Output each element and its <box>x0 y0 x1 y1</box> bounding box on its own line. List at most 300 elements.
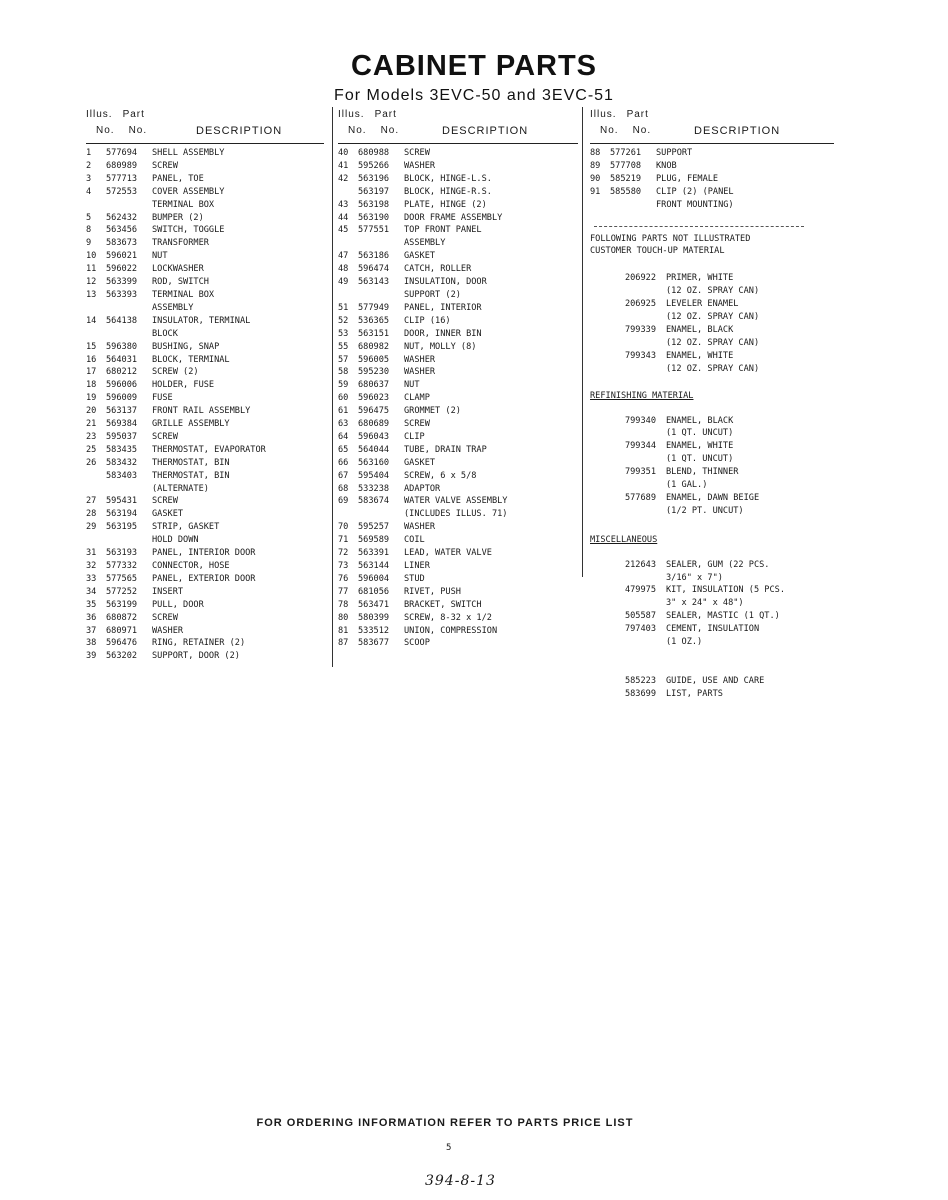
part-description: BLOCK, TERMINAL <box>152 354 230 365</box>
part-number: 564044 <box>358 444 390 455</box>
part-description: WASHER <box>404 522 436 533</box>
list-item <box>590 324 834 337</box>
table-row <box>86 302 324 315</box>
illus-number: 31 <box>86 548 97 559</box>
table-row <box>338 160 578 173</box>
part-number: 580399 <box>358 612 390 623</box>
table-row <box>86 470 324 483</box>
illus-number: 52 <box>338 315 349 326</box>
part-number: 563186 <box>358 251 390 262</box>
table-row <box>590 173 834 186</box>
part-number: 595230 <box>358 367 390 378</box>
illus-number: 1 <box>86 148 92 158</box>
illus-number: 2 <box>86 160 92 171</box>
part-number: 680982 <box>358 341 390 352</box>
part-number: 505587 <box>624 611 656 622</box>
part-number: 577332 <box>106 561 138 571</box>
illus-number: 37 <box>86 625 97 636</box>
part-number: 569589 <box>358 535 390 546</box>
illus-number: 8 <box>86 225 92 236</box>
illus-number: 20 <box>86 406 97 417</box>
page-subtitle: For Models 3EVC-50 and 3EVC-51 <box>334 87 614 104</box>
part-description: SCREW, 8-32 x 1/2 <box>404 612 492 623</box>
part-number: 563198 <box>358 199 390 210</box>
illus-label: Illus. <box>338 109 365 120</box>
part-number: 563143 <box>358 277 390 288</box>
part-description: GROMMET (2) <box>404 406 461 417</box>
illus-number: 57 <box>338 354 349 365</box>
illus-number: 42 <box>338 173 349 184</box>
illus-label: Illus. <box>590 109 617 120</box>
illus-number: 67 <box>338 470 349 481</box>
part-number: 680689 <box>358 419 390 430</box>
table-row <box>338 276 578 289</box>
part-number: 797403 <box>624 624 656 635</box>
table-row <box>338 521 578 534</box>
part-description: SEALER, GUM (22 PCS. <box>666 559 770 570</box>
illus-number: 78 <box>338 599 349 610</box>
part-description: GUIDE, USE AND CARE <box>666 676 765 686</box>
list-item <box>590 610 834 623</box>
part-number: 563202 <box>106 651 138 662</box>
table-row <box>338 508 578 521</box>
table-row <box>86 508 324 521</box>
table-row <box>86 341 324 354</box>
part-description: GASKET <box>152 509 184 520</box>
part-number: 585223 <box>624 676 656 686</box>
part-number: 596009 <box>106 393 138 404</box>
part-number: 583435 <box>106 444 138 455</box>
part-number: 596005 <box>358 354 390 365</box>
miscellaneous-heading: MISCELLANEOUS <box>590 534 658 545</box>
part-description: SCREW <box>152 431 178 442</box>
list-item <box>590 505 834 518</box>
table-row <box>338 173 578 186</box>
table-row <box>86 650 324 663</box>
illus-number: 4 <box>86 186 92 197</box>
part-description: SCREW <box>152 160 178 171</box>
part-description: PLUG, FEMALE <box>656 173 719 184</box>
part-description: KNOB <box>656 160 677 171</box>
part-description: LINER <box>404 561 430 571</box>
part-description: SCREW, 6 x 5/8 <box>404 470 477 481</box>
part-number: 680637 <box>358 380 390 391</box>
table-row <box>86 534 324 547</box>
table-row <box>590 199 834 212</box>
part-description: (1 QT. UNCUT) <box>666 428 734 439</box>
part-description: INSULATION, DOOR <box>404 277 487 288</box>
table-row <box>86 379 324 392</box>
part-number: 799343 <box>624 350 656 361</box>
part-number: 564031 <box>106 354 138 365</box>
illus-number <box>86 470 106 483</box>
part-description: TUBE, DRAIN TRAP <box>404 444 487 455</box>
column-divider <box>582 107 583 577</box>
part-description: CLIP (2) (PANEL <box>656 186 734 197</box>
table-row <box>338 457 578 470</box>
illus-number: 12 <box>86 277 97 288</box>
part-description: PANEL, TOE <box>152 173 204 184</box>
part-number: 533238 <box>358 483 390 494</box>
illus-number: 73 <box>338 561 349 571</box>
part-description: SHELL ASSEMBLY <box>152 148 225 158</box>
part-number: 596006 <box>106 380 138 391</box>
illus-number: 70 <box>338 522 349 533</box>
illus-number: 61 <box>338 406 349 417</box>
part-number: 583432 <box>106 457 138 468</box>
part-number: 212643 <box>624 559 656 570</box>
illus-number: 81 <box>338 625 349 636</box>
part-number: 563393 <box>106 289 138 300</box>
illus-number: 66 <box>338 457 349 468</box>
part-label: Part <box>122 109 145 120</box>
part-description: SCREW <box>404 419 430 430</box>
part-description: CATCH, ROLLER <box>404 264 472 275</box>
table-row <box>86 199 324 212</box>
list-item <box>590 311 834 324</box>
part-description: WASHER <box>404 354 436 365</box>
table-row <box>86 186 324 199</box>
part-number: 583403 <box>106 470 138 481</box>
illus-number: 27 <box>86 496 97 507</box>
part-description: BLOCK, HINGE-L.S. <box>404 173 492 184</box>
list-item <box>590 636 834 649</box>
part-description: BLEND, THINNER <box>666 467 739 478</box>
illus-number: 11 <box>86 264 97 275</box>
table-row <box>338 444 578 457</box>
part-number: 563456 <box>106 225 138 236</box>
refinishing-heading: REFINISHING MATERIAL <box>590 390 694 401</box>
part-number <box>590 505 666 518</box>
part-number: 572553 <box>106 186 138 197</box>
part-description: 3/16" x 7") <box>666 572 723 583</box>
illus-number: 32 <box>86 561 97 571</box>
part-description: SCREW <box>152 612 178 623</box>
part-description: SUPPORT (2) <box>404 289 461 300</box>
part-number: 596021 <box>106 251 138 262</box>
part-number <box>590 453 666 466</box>
table-row <box>338 341 578 354</box>
table-row <box>86 521 324 534</box>
table-row <box>86 637 324 650</box>
part-number: 799339 <box>624 324 656 335</box>
list-item <box>590 440 834 453</box>
part-number: 563471 <box>358 599 390 610</box>
table-row <box>86 212 324 225</box>
part-description: GRILLE ASSEMBLY <box>152 419 230 430</box>
part-number: 596022 <box>106 264 138 275</box>
part-description: SWITCH, TOGGLE <box>152 225 225 236</box>
column-header <box>590 107 834 143</box>
illus-number: 88 <box>590 148 601 158</box>
illus-number: 36 <box>86 612 97 623</box>
part-description: ENAMEL, WHITE <box>666 441 734 452</box>
part-description: SCREW <box>152 496 178 507</box>
table-row <box>86 263 324 276</box>
list-item <box>590 453 834 466</box>
part-number: 596023 <box>358 393 390 404</box>
table-row <box>338 147 578 160</box>
part-number: 680872 <box>106 612 138 623</box>
part-description: NUT, MOLLY (8) <box>404 341 477 352</box>
part-number: 577261 <box>610 148 642 158</box>
touchup-list <box>590 272 834 375</box>
illus-number: 68 <box>338 483 349 494</box>
part-number <box>590 636 666 649</box>
list-item <box>590 675 834 688</box>
part-number: 596004 <box>358 573 390 584</box>
part-description: FRONT MOUNTING) <box>656 199 734 210</box>
illus-number: 3 <box>86 173 92 184</box>
table-row <box>86 457 324 470</box>
illus-number: 5 <box>86 212 92 223</box>
table-row <box>338 483 578 496</box>
illus-number: 45 <box>338 225 349 236</box>
part-number: 595404 <box>358 470 390 481</box>
part-description: ENAMEL, DAWN BEIGE <box>666 492 760 503</box>
part-description: (1/2 PT. UNCUT) <box>666 505 744 516</box>
illus-number: 91 <box>590 186 601 197</box>
ordering-info-footer: FOR ORDERING INFORMATION REFER TO PARTS PRICE LIST <box>256 1117 634 1129</box>
part-description: TRANSFORMER <box>152 238 209 249</box>
illus-number: 76 <box>338 573 349 584</box>
part-number: 562432 <box>106 212 138 223</box>
illus-label: Illus. <box>86 109 113 120</box>
part-number: 583699 <box>624 688 656 699</box>
table-row <box>338 418 578 431</box>
part-description: STUD <box>404 573 425 584</box>
page-number: 5 <box>446 1143 452 1153</box>
illus-number: 58 <box>338 367 349 378</box>
part-description: SCREW <box>404 148 430 158</box>
part-description: (INCLUDES ILLUS. 71) <box>404 509 508 520</box>
table-row <box>590 147 834 160</box>
table-row <box>86 625 324 638</box>
part-description: ASSEMBLY <box>404 238 446 249</box>
part-description: HOLD DOWN <box>152 535 199 546</box>
part-description: ENAMEL, WHITE <box>666 350 734 361</box>
touchup-heading-line1: FOLLOWING PARTS NOT ILLUSTRATED <box>590 233 751 244</box>
table-row <box>338 212 578 225</box>
illus-number: 44 <box>338 212 349 223</box>
illus-number: 38 <box>86 638 97 649</box>
table-row <box>338 186 578 199</box>
table-row <box>338 586 578 599</box>
illus-number: 33 <box>86 573 97 584</box>
part-number: 206922 <box>624 273 656 284</box>
part-number: 479975 <box>624 585 656 596</box>
table-row <box>338 354 578 367</box>
part-number: 799344 <box>624 441 656 452</box>
part-description: ENAMEL, BLACK <box>666 324 734 335</box>
part-description: (1 QT. UNCUT) <box>666 454 734 465</box>
part-description: PANEL, INTERIOR <box>404 302 482 313</box>
table-row <box>86 405 324 418</box>
illus-number: 13 <box>86 289 97 300</box>
part-description: RING, RETAINER (2) <box>152 638 246 649</box>
illus-number: 43 <box>338 199 349 210</box>
part-number: 595431 <box>106 496 138 507</box>
column-divider <box>332 107 333 667</box>
part-number: 577565 <box>106 573 138 584</box>
table-row <box>338 599 578 612</box>
table-row <box>86 250 324 263</box>
table-row <box>590 186 834 199</box>
part-description: CEMENT, INSULATION <box>666 624 760 635</box>
part-number: 680988 <box>358 148 390 158</box>
parts-column-3 <box>590 107 834 701</box>
table-row <box>86 431 324 444</box>
illus-number: 71 <box>338 535 349 546</box>
table-row <box>86 224 324 237</box>
part-number: 577252 <box>106 586 138 597</box>
part-description: BLOCK <box>152 328 178 339</box>
part-description: CONNECTOR, HOSE <box>152 561 230 571</box>
no-label: No. <box>600 125 619 136</box>
part-description: SCOOP <box>404 638 430 649</box>
part-number: 563144 <box>358 561 390 571</box>
list-item <box>590 350 834 363</box>
illus-number: 19 <box>86 393 97 404</box>
part-description: BLOCK, HINGE-R.S. <box>404 186 492 197</box>
part-description: PRIMER, WHITE <box>666 273 734 284</box>
part-number <box>590 311 666 324</box>
illus-number: 29 <box>86 522 97 533</box>
part-number: 577689 <box>624 492 656 503</box>
part-description: SCREW (2) <box>152 367 199 378</box>
table-row <box>86 315 324 328</box>
illus-number: 59 <box>338 380 349 391</box>
table-row <box>338 289 578 302</box>
list-item <box>590 572 834 585</box>
table-row <box>86 392 324 405</box>
table-row <box>86 276 324 289</box>
part-description: ADAPTOR <box>404 483 441 494</box>
part-label: Part <box>374 109 397 120</box>
list-item <box>590 597 834 610</box>
part-number: 577551 <box>358 225 390 236</box>
table-row <box>338 495 578 508</box>
table-row <box>86 418 324 431</box>
part-number: 577949 <box>358 302 390 313</box>
table-row <box>86 289 324 302</box>
illus-number: 63 <box>338 419 349 430</box>
illus-number: 35 <box>86 599 97 610</box>
list-item <box>590 479 834 492</box>
illus-number: 53 <box>338 328 349 339</box>
table-row <box>86 573 324 586</box>
table-row <box>338 534 578 547</box>
part-description: THERMOSTAT, BIN <box>152 457 230 468</box>
part-description: ENAMEL, BLACK <box>666 415 734 426</box>
illus-number: 77 <box>338 586 349 597</box>
part-number: 563399 <box>106 277 138 288</box>
illus-number: 25 <box>86 444 97 455</box>
part-description: LOCKWASHER <box>152 264 204 275</box>
part-number: 596476 <box>106 638 138 649</box>
part-number: 596043 <box>358 431 390 442</box>
page-title: CABINET PARTS <box>350 50 598 82</box>
part-number: 595266 <box>358 160 390 171</box>
illus-number: 14 <box>86 315 97 326</box>
part-description: INSERT <box>152 586 184 597</box>
no-label: No. <box>128 125 148 136</box>
part-description: LEVELER ENAMEL <box>666 299 739 310</box>
no-label: No. <box>348 125 367 136</box>
part-description: (12 OZ. SPRAY CAN) <box>666 337 760 348</box>
part-description: COIL <box>404 535 425 546</box>
part-description: SUPPORT, DOOR (2) <box>152 651 240 662</box>
list-item <box>590 363 834 376</box>
list-item <box>590 559 834 572</box>
parts-list <box>86 144 324 663</box>
table-row <box>338 379 578 392</box>
part-description: TERMINAL BOX <box>152 289 215 300</box>
part-description: FRONT RAIL ASSEMBLY <box>152 406 251 417</box>
part-description: LIST, PARTS <box>666 688 723 699</box>
table-row <box>338 405 578 418</box>
part-description: BUMPER (2) <box>152 212 204 223</box>
part-description: UNION, COMPRESSION <box>404 625 498 636</box>
part-number <box>590 572 666 585</box>
table-row <box>86 328 324 341</box>
list-item <box>590 584 834 597</box>
part-number <box>590 337 666 350</box>
part-description: (12 OZ. SPRAY CAN) <box>666 363 760 374</box>
illus-number: 60 <box>338 393 349 404</box>
table-row <box>86 586 324 599</box>
table-row <box>338 315 578 328</box>
illus-number: 9 <box>86 238 92 249</box>
list-item <box>590 623 834 636</box>
table-row <box>338 431 578 444</box>
part-description: ROD, SWITCH <box>152 277 209 288</box>
part-description: BRACKET, SWITCH <box>404 599 482 610</box>
part-description: PANEL, EXTERIOR DOOR <box>152 573 256 584</box>
part-description: GASKET <box>404 251 436 262</box>
illus-number: 15 <box>86 341 97 352</box>
illus-number: 90 <box>590 173 601 184</box>
illus-number: 80 <box>338 612 349 623</box>
table-row <box>86 612 324 625</box>
part-number: 595037 <box>106 431 138 442</box>
illus-number: 49 <box>338 277 349 288</box>
part-description: CLIP (16) <box>404 315 451 326</box>
illus-number: 21 <box>86 419 97 430</box>
part-description: (1 GAL.) <box>666 480 708 491</box>
part-number: 563391 <box>358 548 390 559</box>
no-label: No. <box>96 125 115 136</box>
table-row <box>338 237 578 250</box>
illus-number: 23 <box>86 431 97 442</box>
illus-number: 87 <box>338 638 349 649</box>
part-number: 577713 <box>106 173 138 184</box>
illus-number: 48 <box>338 264 349 275</box>
table-row <box>86 444 324 457</box>
part-number: 563195 <box>106 522 138 533</box>
table-row <box>338 547 578 560</box>
part-description: NUT <box>404 380 420 391</box>
no-label: No. <box>632 125 652 136</box>
illus-number: 28 <box>86 509 97 520</box>
table-row <box>86 237 324 250</box>
part-description: PANEL, INTERIOR DOOR <box>152 548 256 559</box>
list-item <box>590 688 834 701</box>
part-description: INSULATOR, TERMINAL <box>152 315 251 326</box>
parts-column-2 <box>338 107 578 650</box>
list-item <box>590 427 834 440</box>
part-description: BUSHING, SNAP <box>152 341 220 352</box>
